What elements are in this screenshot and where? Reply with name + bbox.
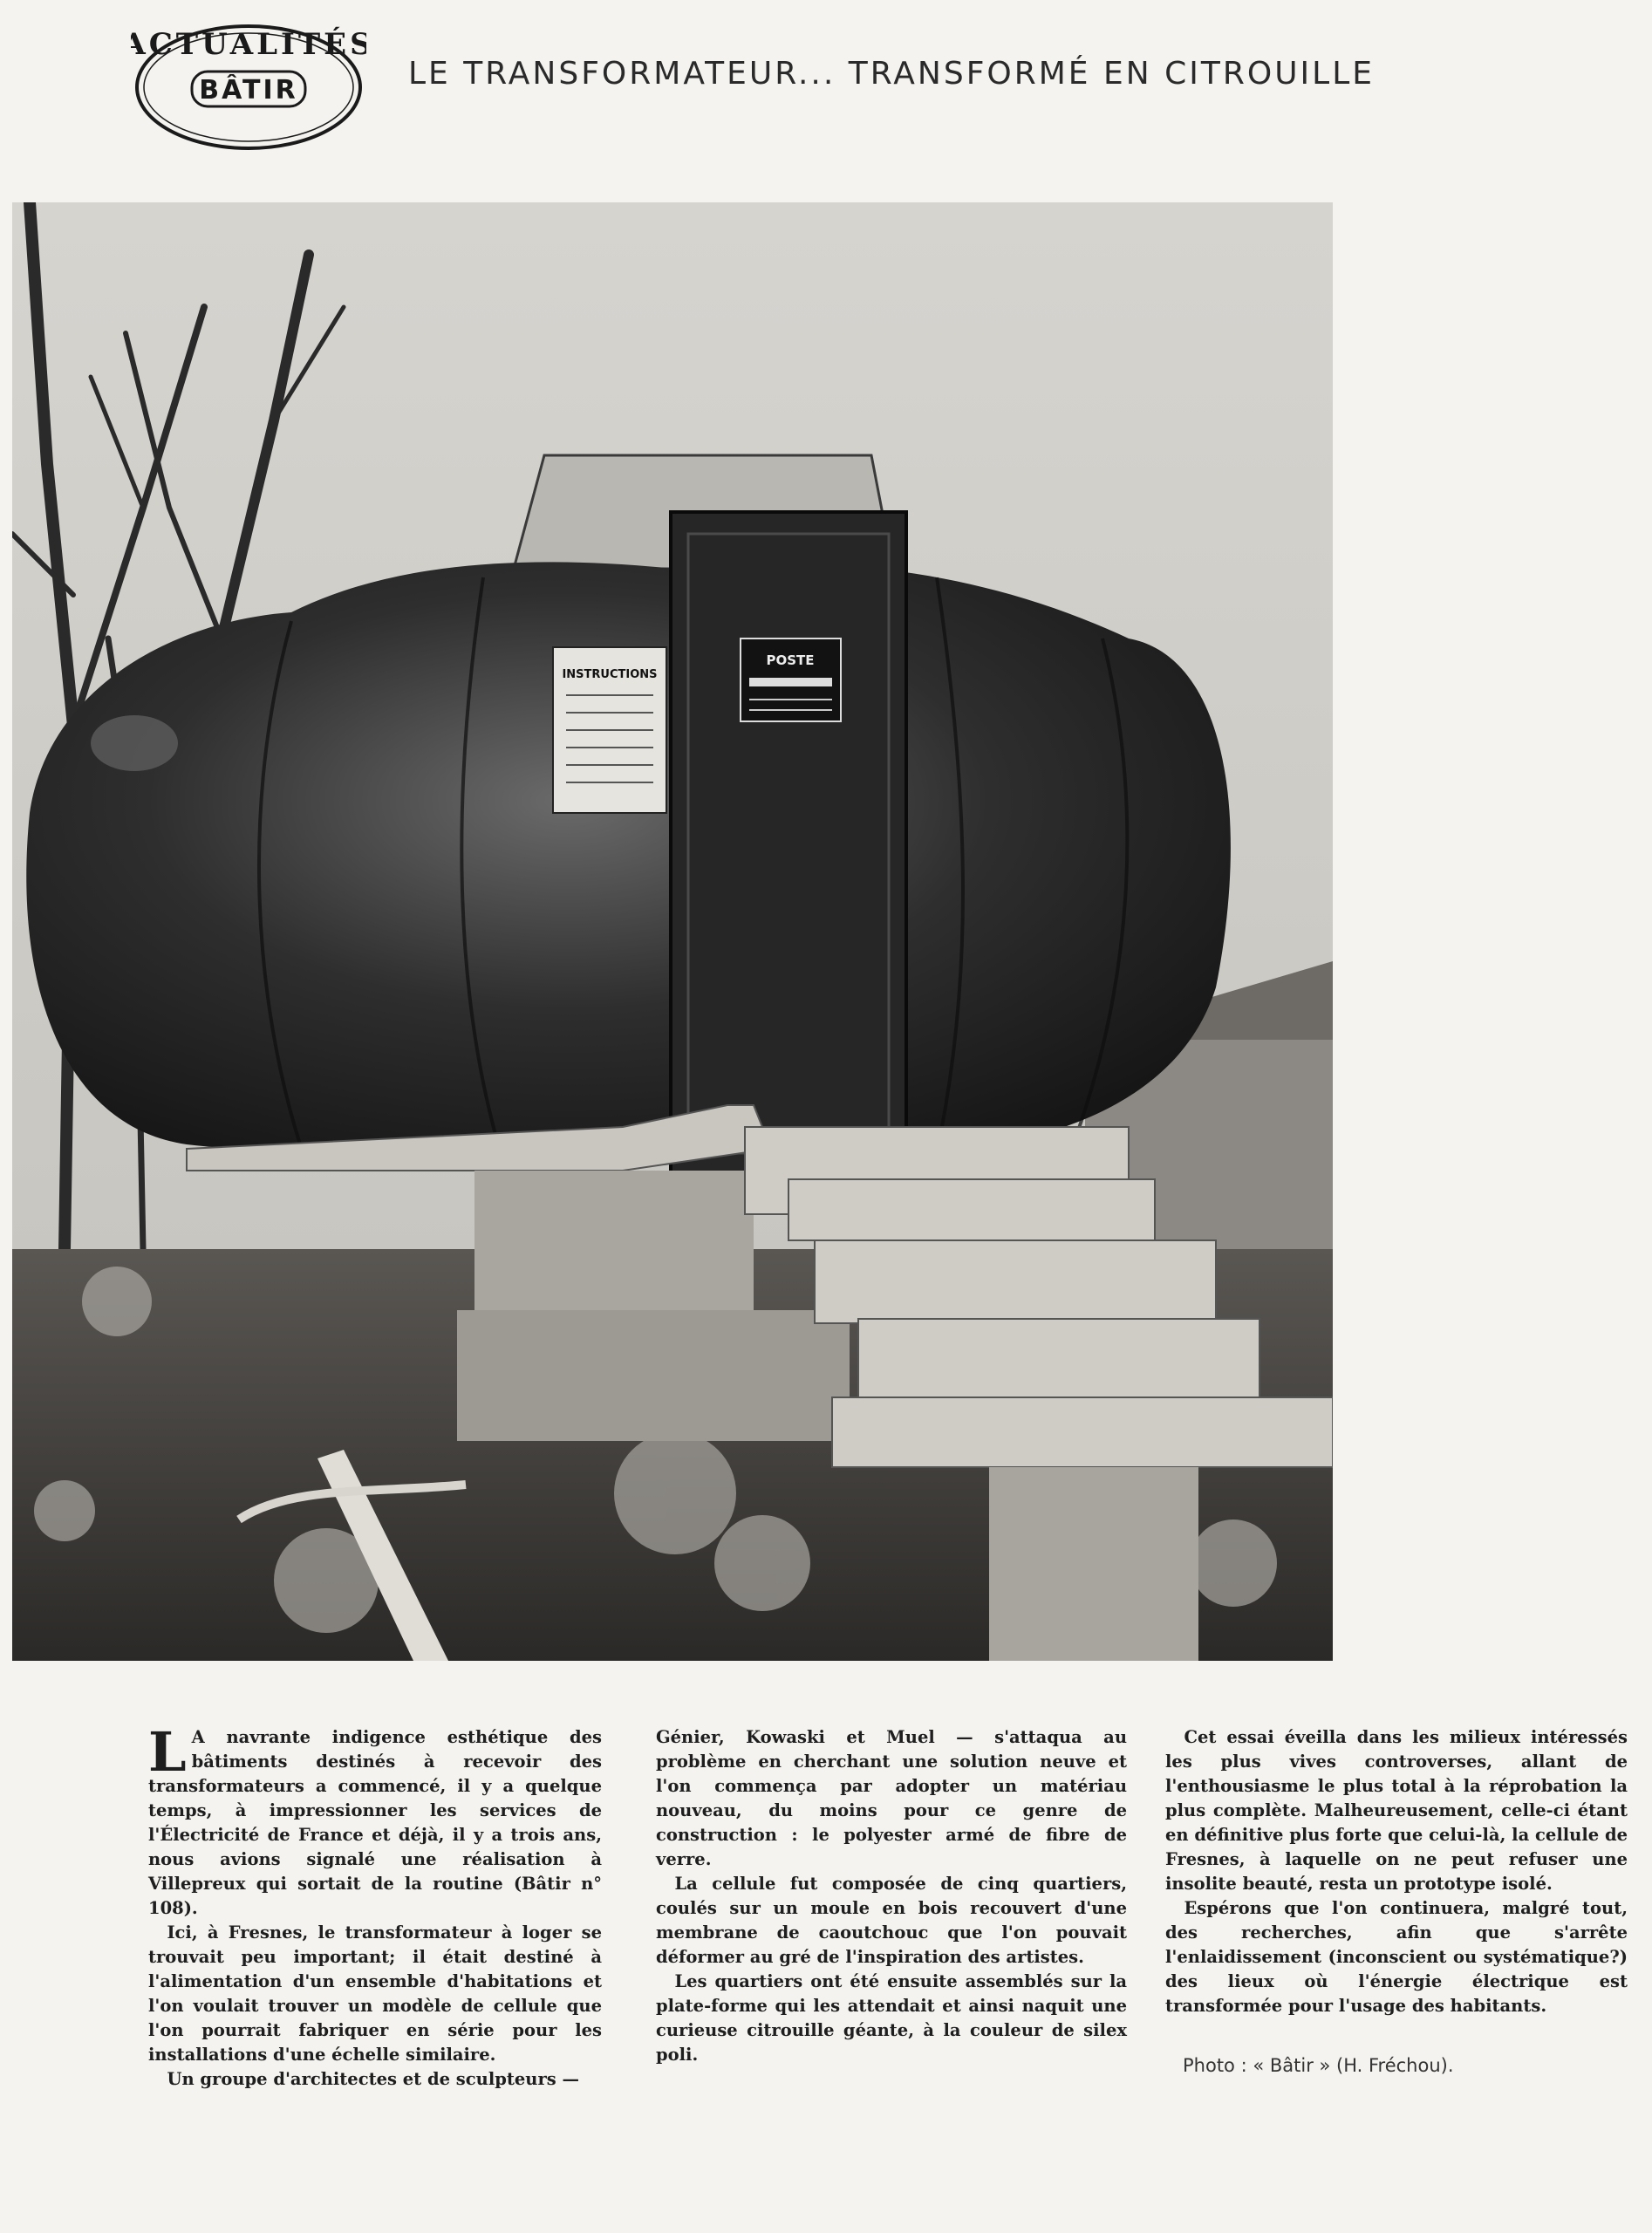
article-paragraph: La cellule fut composée de cinq quartiers, coulés sur un moule en bois recouvert d'une membrane de caoutchouc que l'on pouvait déformer au gré de l'inspiration des artistes. bbox=[656, 1874, 1127, 1967]
article-column-2 bbox=[656, 1725, 1127, 2067]
instructions-sign-label: INSTRUCTIONS bbox=[562, 668, 658, 681]
page-headline: LE TRANSFORMATEUR... TRANSFORMÉ EN CITROUILLE bbox=[408, 56, 1376, 92]
poste-sign-label: POSTE bbox=[766, 652, 815, 668]
article-paragraph: Les quartiers ont été ensuite assemblés sur la plate-forme qui les attendait et ainsi naquit une curieuse citrouille géante, à la couleur de silex poli. bbox=[656, 1971, 1127, 2065]
article-column-3 bbox=[1165, 1725, 1628, 2018]
transformer-photo bbox=[12, 202, 1333, 1661]
article-paragraph: Espérons que l'on continuera, malgré tout, des recherches, afin que s'arrête l'enlaidissement (inconscient ou systématique?) des lieux où l'énergie électrique est transformée pour l'usage des habitants. bbox=[1165, 1898, 1628, 2016]
svg-text:BÂTIR: BÂTIR bbox=[199, 75, 298, 106]
article-column-1 bbox=[148, 1720, 602, 2092]
article-paragraph: Un groupe d'architectes et de sculpteurs — bbox=[167, 2069, 580, 2089]
article-paragraph: Ici, à Fresnes, le transformateur à loger se trouvait peu important; il était destiné à l'alimentation d'un ensemble d'habitations et l'on voulait trouver un modèle de cellule que l'on pourrait fabriquer en série pour les installations d'une échelle similaire. bbox=[148, 1922, 602, 2065]
logo-emblem bbox=[131, 17, 366, 157]
paragraph-text: A navrante indigence esthétique des bâtiments destinés à recevoir des transformateurs a commencé, il y a quelque temps, à impressionner les services de l'Électricité de France et déjà, il y a trois ans, nous avions signalé une réalisation à Villepreux qui sortait de la routine (Bâtir n° 108). bbox=[148, 1727, 602, 1918]
article-paragraph: Génier, Kowaski et Muel — s'attaqua au problème en cherchant une solution neuve et l'on commença par adopter un matériau nouveau, du moins pour ce genre de construction : le polyester armé de fibre de verre. bbox=[656, 1727, 1127, 1869]
photo-credit: Photo : « Bâtir » (H. Fréchou). bbox=[1183, 2055, 1454, 2076]
article-paragraph bbox=[148, 1720, 602, 1921]
svg-text:ACTUALITÉS: ACTUALITÉS bbox=[131, 27, 366, 62]
actualites-batir-logo bbox=[131, 17, 366, 157]
article-paragraph: Cet essai éveilla dans les milieux intéressés les plus vives controverses, allant de l'enthousiasme le plus total à la réprobation la plus complète. Malheureusement, celle-ci étant en définitive plus forte que celui-là, la cellule de Fresnes, à laquelle on ne peut refuser une insolite beauté, resta un prototype isolé. bbox=[1165, 1727, 1628, 1894]
drop-cap: L bbox=[148, 1720, 187, 1784]
